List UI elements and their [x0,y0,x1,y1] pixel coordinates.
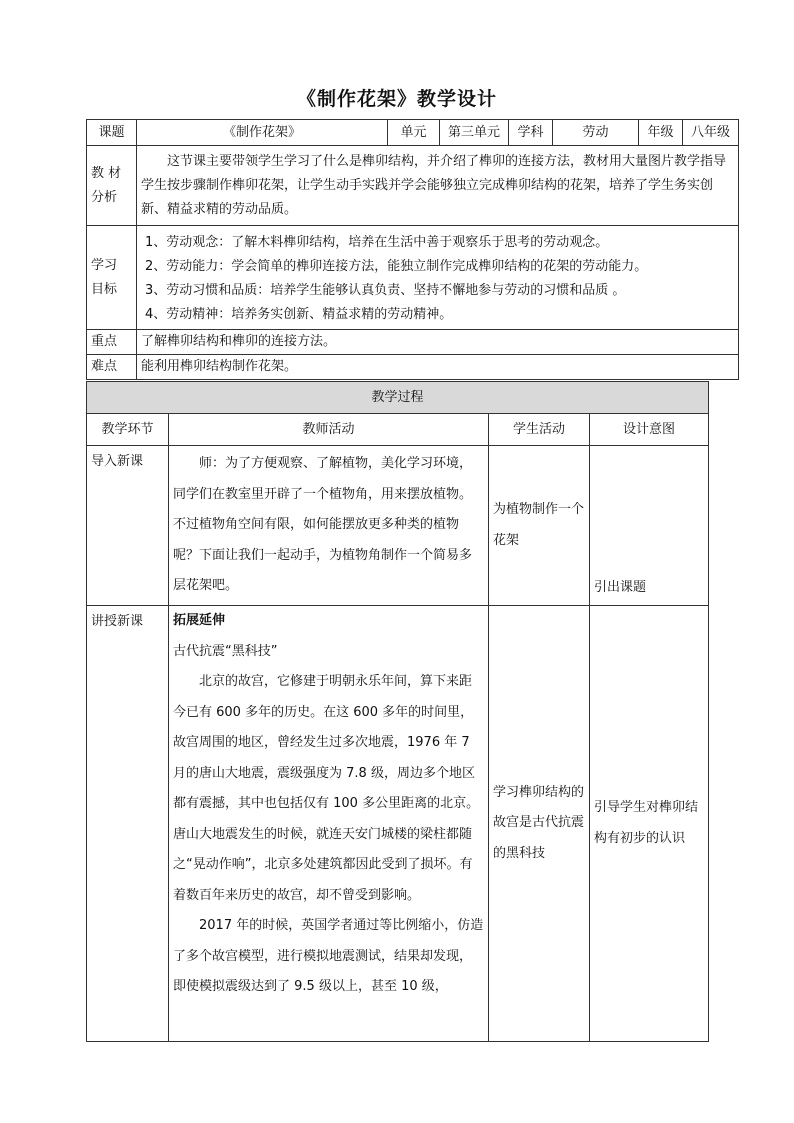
process-table [86,381,709,1042]
intro-row [87,446,709,606]
process-header: 教学过程 [87,382,709,414]
analysis-row [87,146,739,226]
goals-label-line2: 目标 [91,281,118,297]
course-value: 《制作花架》 [137,120,388,146]
lecture-student-activity: 学习榫卯结构的故宫是古代抗震的黑科技 [489,606,590,1042]
process-header-row [87,382,709,414]
key-point-label: 重点 [87,330,137,355]
key-point-row [87,330,739,355]
key-point-text: 了解榫卯结构和榫卯的连接方法。 [137,330,739,355]
goals-label-line1: 学习 [91,257,118,273]
goals-list [137,226,739,330]
course-row [87,120,739,146]
subject-label: 学科 [509,120,553,146]
difficulty-row [87,355,739,380]
page-title: 《制作花架》教学设计 [296,88,497,110]
grade-label: 年级 [639,120,683,146]
analysis-label-line1: 教 材 [91,165,122,181]
goals-row [87,226,739,330]
lecture-row [87,606,709,1042]
difficulty-label: 难点 [87,355,137,380]
intro-teacher-activity: 师：为了方便观察、了解植物，美化学习环境，同学们在教室里开辟了一个植物角，用来摆放植物。不过植物角空间有限，如何能摆放更多种类的植物呢？下面让我们一起动手，为植物角制作一个简易多层花架吧。 [169,446,489,606]
analysis-text: 这节课主要带领学生学习了什么是榫卯结构，并介绍了榫卯的连接方法，教材用大量图片教学指导学生按步骤制作榫卯花架，让学生动手实践并学会能够独立完成榫卯结构的花架，培养了学生务实创新、精益求精的劳动品质。 [137,146,739,226]
course-label: 课题 [87,120,137,146]
palace-paragraph: 北京的故宫，它修建于明朝永乐年间，算下来距今已有 600 多年的历史。在这 600 多年的时间里，故宫周围的地区，曾经发生过多次地震，1976 年 7 月的唐山大地震，震级强度为 7.8 级，周边多个地区都有震撼，其中也包括仅有 100 多公里距离的北京。唐山大地震发生的时候，就连天安门城楼的梁柱都随之“晃动作响”，北京多处建筑都因此受到了损坏。有着数百年来历史的故宫，却不曾受到影响。 [173,674,480,903]
extension-heading: 拓展延伸 [173,613,226,628]
subject-value: 劳动 [553,120,639,146]
difficulty-text: 能利用榫卯结构制作花架。 [137,355,739,380]
grade-value: 八年级 [683,120,739,146]
lecture-teacher-activity [169,606,489,1042]
intro-design-intent: 引出课题 [590,446,709,606]
intro-student-activity: 为植物制作一个花架 [489,446,590,606]
lecture-design-intent: 引导学生对榫卯结构有初步的认识 [590,606,709,1042]
unit-label: 单元 [388,120,440,146]
goal-item: 1、劳动观念：了解木料榫卯结构，培养在生活中善于观察乐于思考的劳动观念。 [145,234,609,250]
extension-subheading: 古代抗震“黑科技” [173,643,278,659]
unit-value: 第三单元 [440,120,509,146]
column-intent: 设计意图 [590,414,709,446]
goal-item: 3、劳动习惯和品质：培养学生能够认真负责、坚持不懈地参与劳动的习惯和品质 。 [145,282,626,298]
info-table [86,119,739,380]
analysis-label-line2: 分析 [91,189,118,205]
column-student: 学生活动 [489,414,590,446]
model-test-paragraph: 2017 年的时候，英国学者通过等比例缩小，仿造了多个故宫模型，进行模拟地震测试，结果却发现，即使模拟震级达到了 9.5 级以上，甚至 10 级， [173,918,484,994]
analysis-label [87,146,137,226]
column-stage: 教学环节 [87,414,169,446]
column-teacher: 教师活动 [169,414,489,446]
goal-item: 2、劳动能力：学会简单的榫卯连接方法，能独立制作完成榫卯结构的花架的劳动能力。 [145,258,648,274]
goals-label [87,226,137,330]
goal-item: 4、劳动精神：培养务实创新、精益求精的劳动精神。 [145,306,453,322]
intro-stage: 导入新课 [87,446,169,606]
lecture-stage: 讲授新课 [87,606,169,1042]
process-columns-row [87,414,709,446]
